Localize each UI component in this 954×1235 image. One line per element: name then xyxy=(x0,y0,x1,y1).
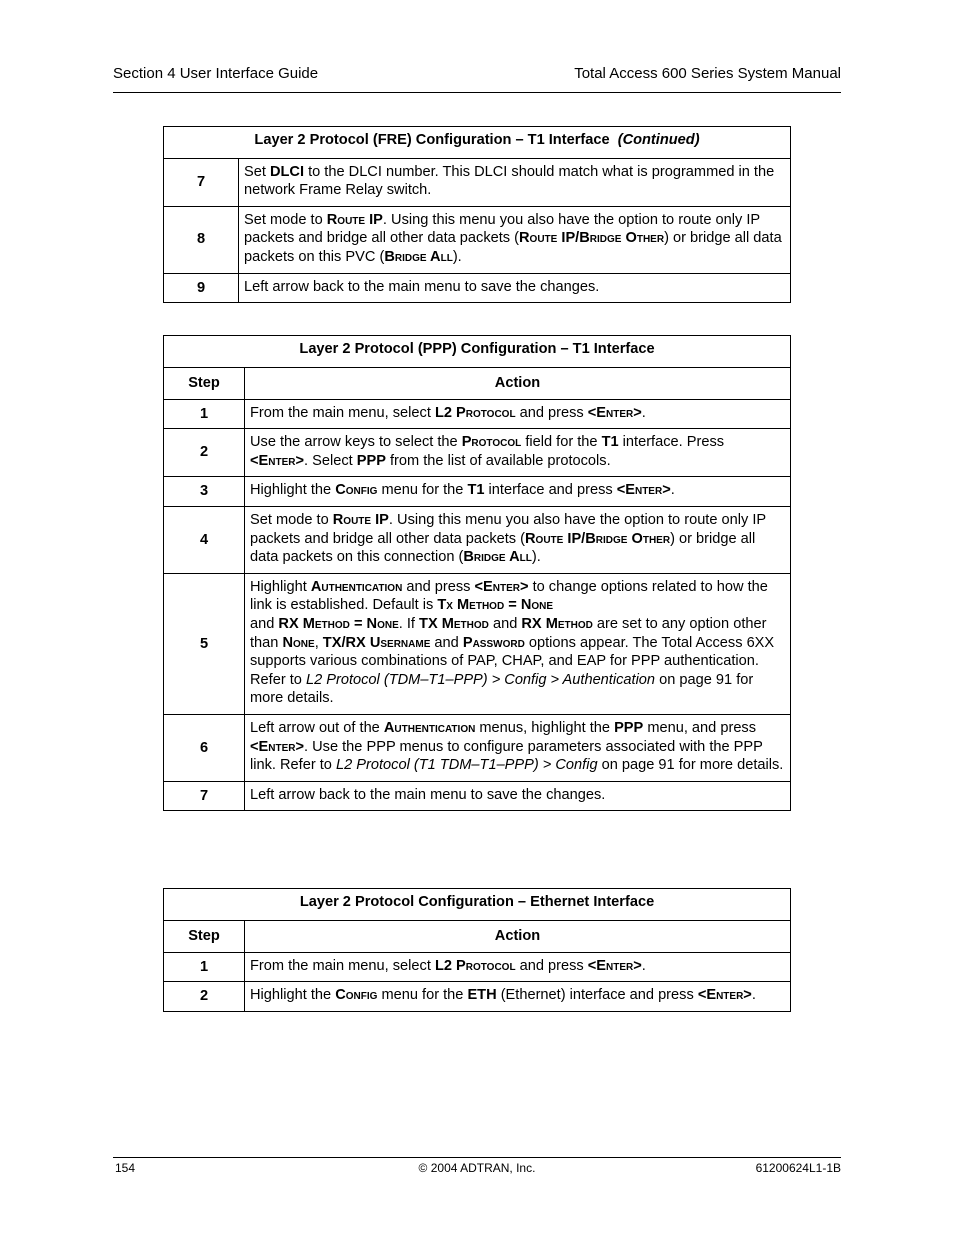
table-row xyxy=(164,158,791,206)
table-row xyxy=(164,714,791,781)
ppp-config-table xyxy=(163,335,791,811)
step-number: 3 xyxy=(164,477,245,507)
step-number: 5 xyxy=(164,573,245,714)
step-column-header: Step xyxy=(164,367,245,399)
step-number: 2 xyxy=(164,982,245,1012)
table-title: Layer 2 Protocol (FRE) Configuration – T1 Interface (Continued) xyxy=(164,127,791,159)
table-row xyxy=(164,952,791,982)
ethernet-config-table xyxy=(163,888,791,1012)
step-number: 1 xyxy=(164,399,245,429)
step-number: 6 xyxy=(164,714,245,781)
document-id: 61200624L1-1B xyxy=(755,1161,841,1175)
page-footer xyxy=(113,1157,841,1179)
step-number: 1 xyxy=(164,952,245,982)
step-number: 8 xyxy=(164,206,239,273)
page-header xyxy=(113,64,841,93)
step-action: Use the arrow keys to select the Protocol field for the T1 interface. Press <Enter>. Select PPP from the list of available protocols. xyxy=(245,429,791,477)
step-action: Left arrow out of the Authentication menus, highlight the PPP menu, and press <Enter>. Use the PPP menus to configure parameters associated with the PPP link. Refer to L2 Protocol (T1 TDM–T1–PPP) > Config on page 91 for more details. xyxy=(245,714,791,781)
header-section: Section 4 User Interface Guide xyxy=(113,65,319,82)
step-number: 7 xyxy=(164,158,239,206)
table-row xyxy=(164,273,791,303)
header-manual-title: Total Access 600 Series System Manual xyxy=(574,65,841,82)
table-title: Layer 2 Protocol (PPP) Configuration – T1 Interface xyxy=(164,336,791,368)
step-action: Left arrow back to the main menu to save the changes. xyxy=(245,781,791,811)
table-row xyxy=(164,781,791,811)
step-action: Left arrow back to the main menu to save the changes. xyxy=(239,273,791,303)
table-row xyxy=(164,573,791,714)
step-number: 4 xyxy=(164,506,245,573)
step-action: Highlight Authentication and press <Enter> to change options related to how the link is established. Default is Tx Method = None and RX Method = None. If TX Method and RX Method are set to any option other than None, TX/RX Username and Password options appear. The Total Access 6XX supports various combinations of PAP, CHAP, and EAP for PPP authentication. Refer to L2 Protocol (TDM–T1–PPP) > Config > Authentication on page 91 for more details. xyxy=(245,573,791,714)
step-action: Highlight the Config menu for the T1 interface and press <Enter>. xyxy=(245,477,791,507)
step-column-header: Step xyxy=(164,920,245,952)
step-action: From the main menu, select L2 Protocol and press <Enter>. xyxy=(245,399,791,429)
table-row xyxy=(164,429,791,477)
page-number: 154 xyxy=(115,1161,136,1175)
step-number: 9 xyxy=(164,273,239,303)
table-row xyxy=(164,206,791,273)
table-title: Layer 2 Protocol Configuration – Ethernet Interface xyxy=(164,889,791,921)
table-row xyxy=(164,399,791,429)
step-action: Set mode to Route IP. Using this menu you also have the option to route only IP packets and bridge all other data packets (Route IP/Bridge Other) or bridge all data packets on this PVC (Bridge All). xyxy=(239,206,791,273)
table-row xyxy=(164,477,791,507)
step-number: 2 xyxy=(164,429,245,477)
step-action: Highlight the Config menu for the ETH (Ethernet) interface and press <Enter>. xyxy=(245,982,791,1012)
action-column-header: Action xyxy=(245,920,791,952)
copyright: © 2004 ADTRAN, Inc. xyxy=(418,1161,536,1175)
fre-config-table xyxy=(163,126,791,303)
table-row xyxy=(164,506,791,573)
table-row xyxy=(164,982,791,1012)
table-header-row xyxy=(164,920,791,952)
step-action: From the main menu, select L2 Protocol and press <Enter>. xyxy=(245,952,791,982)
step-action: Set mode to Route IP. Using this menu you also have the option to route only IP packets and bridge all other data packets (Route IP/Bridge Other) or bridge all data packets on this connection (Bridge All). xyxy=(245,506,791,573)
action-column-header: Action xyxy=(245,367,791,399)
step-action: Set DLCI to the DLCI number. This DLCI should match what is programmed in the network Frame Relay switch. xyxy=(239,158,791,206)
table-header-row xyxy=(164,367,791,399)
step-number: 7 xyxy=(164,781,245,811)
